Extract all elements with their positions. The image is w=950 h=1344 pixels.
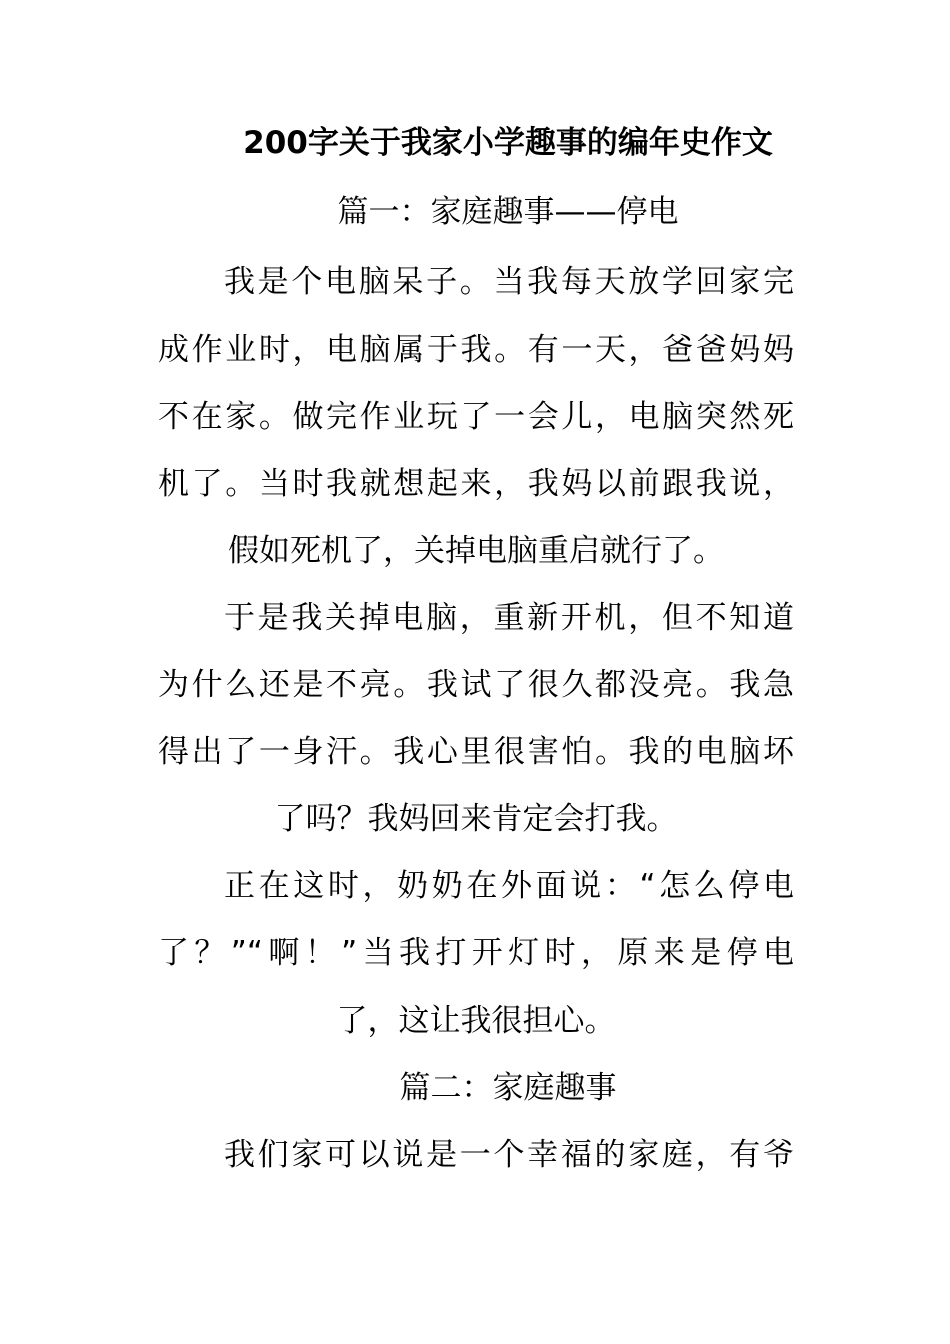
paragraph-line: 得出了一身汗。我心里很害怕。我的电脑坏: [158, 734, 794, 770]
paragraph-line: 了，这让我很担心。: [336, 1003, 616, 1039]
section-2-heading: 篇二：家庭趣事: [399, 1070, 617, 1106]
paragraph-line: 我是个电脑呆子。当我每天放学回家完: [224, 264, 794, 300]
paragraph-line: 不在家。做完作业玩了一会儿，电脑突然死: [158, 399, 794, 435]
paragraph-line: 机了。当时我就想起来，我妈以前跟我说，: [158, 466, 794, 502]
paragraph-line: 了吗？我妈回来肯定会打我。: [274, 801, 678, 837]
paragraph-line: 为什么还是不亮。我试了很久都没亮。我急: [158, 667, 794, 703]
paragraph-line: 了？”“啊！”当我打开灯时，原来是停电: [158, 935, 794, 971]
section-1-heading: 篇一：家庭趣事——停电: [337, 194, 679, 230]
paragraph-line: 正在这时，奶奶在外面说：“怎么停电: [224, 868, 794, 904]
paragraph-line: 于是我关掉电脑，重新开机，但不知道: [224, 600, 794, 636]
paragraph-line: 假如死机了，关掉电脑重启就行了。: [228, 533, 724, 569]
paragraph-line: 成作业时，电脑属于我。有一天，爸爸妈妈: [158, 332, 794, 368]
paragraph-line: 我们家可以说是一个幸福的家庭，有爷: [224, 1137, 794, 1173]
document-title: 200字关于我家小学趣事的编年史作文: [243, 125, 773, 161]
